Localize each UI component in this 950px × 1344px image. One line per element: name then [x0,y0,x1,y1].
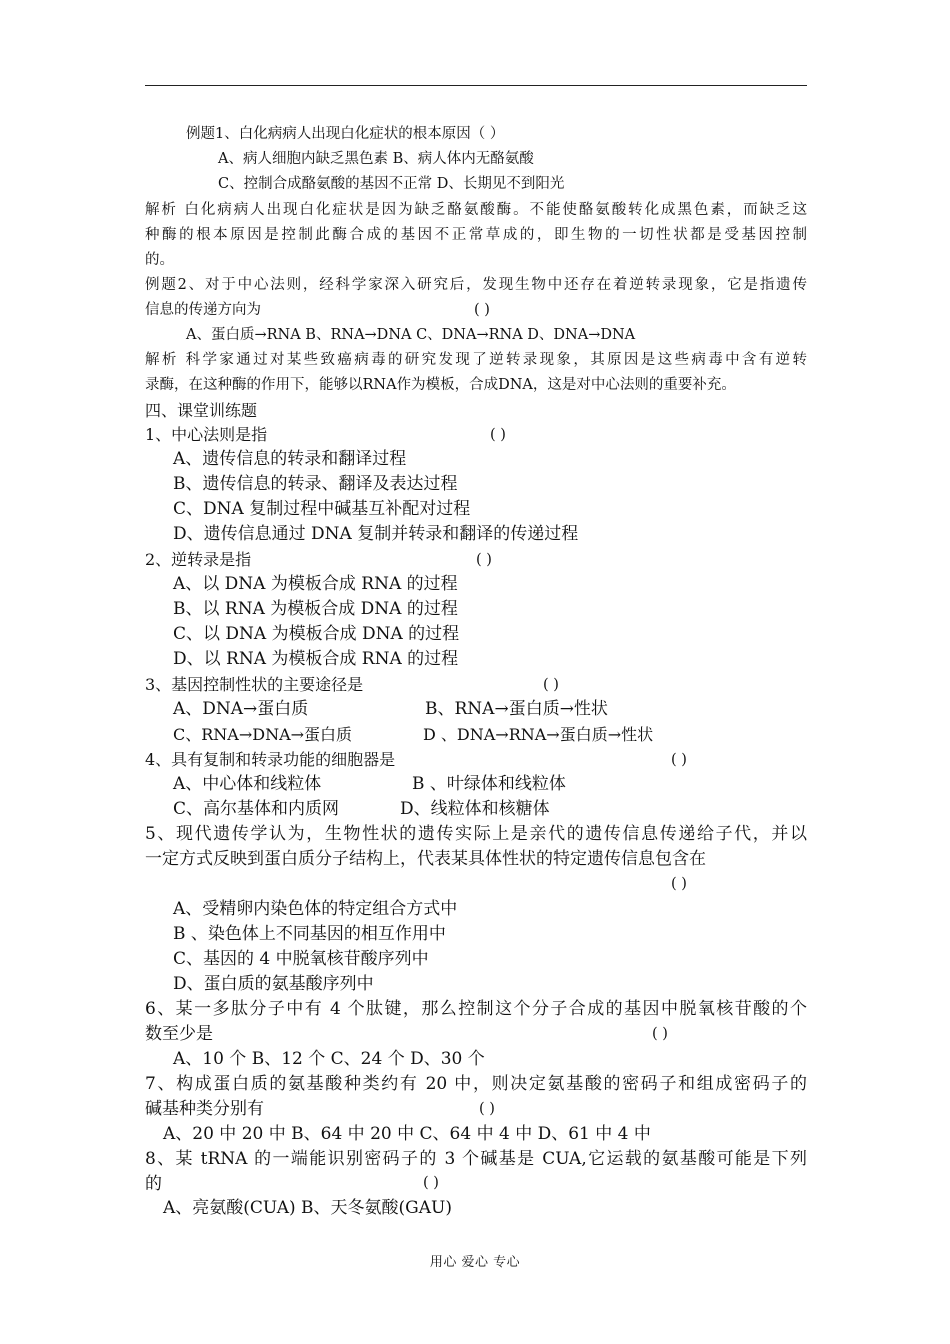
q8-stem-line1: 8、某 tRNA 的一端能识别密码子的 3 个碱基是 CUA,它运载的氨基酸可能是下列 [145,1149,807,1169]
q2-bracket: ( ) [476,552,492,568]
q7-stem-line2: 碱基种类分别有 [145,1099,264,1119]
q8-bracket: ( ) [423,1175,439,1191]
q1-stem: 1、中心法则是指 [145,425,268,444]
q5-option-c: C、基因的 4 中脱氧核苷酸序列中 [173,949,429,969]
example1-options-line2: C、控制合成酪氨酸的基因不正常 D、长期见不到阳光 [218,176,565,192]
q1-option-b: B、遗传信息的转录、翻译及表达过程 [173,474,458,494]
q8-stem-line2: 的 [145,1174,162,1194]
example2-analysis-line1: 解析 科学家通过对某些致癌病毒的研究发现了逆转录现象，其原因是这些病毒中含有逆转 [145,352,807,368]
q3-bracket: ( ) [543,677,559,693]
q4-option-a: A、中心体和线粒体 [173,774,322,794]
q3-option-b: B、RNA→蛋白质→性状 [425,699,608,719]
q2-stem: 2、逆转录是指 [145,550,252,569]
q7-bracket: ( ) [479,1101,495,1117]
q3-option-d: D 、DNA→RNA→蛋白质→性状 [423,725,654,744]
example1-options-line1: A、病人细胞内缺乏黑色素 B、病人体内无酪氨酸 [218,151,534,167]
q2-option-c: C、以 DNA 为模板合成 DNA 的过程 [173,624,460,644]
q8-options: A、亮氨酸(CUA) B、天冬氨酸(GAU) [163,1198,452,1218]
example2-question-line2: 信息的传递方向为 [145,302,261,318]
q3-option-a: A、DNA→蛋白质 [173,699,309,719]
header-rule [145,85,807,86]
q1-option-c: C、DNA 复制过程中碱基互补配对过程 [173,499,471,519]
q6-bracket: ( ) [652,1026,668,1042]
section-title: 四、课堂训练题 [145,401,258,420]
q1-option-d: D、遗传信息通过 DNA 复制并转录和翻译的传递过程 [173,524,579,544]
example2-options: A、蛋白质→RNA B、RNA→DNA C、DNA→RNA D、DNA→DNA [186,327,636,343]
example1-analysis-line3: 的。 [145,252,174,268]
example1-analysis-line1: 解析 白化病病人出现白化症状是因为缺乏酪氨酸酶。不能使酪氨酸转化成黑色素，而缺乏这 [145,202,807,218]
page-footer: 用心 爱心 专心 [429,1255,521,1270]
q7-stem-line1: 7、构成蛋白质的氨基酸种类约有 20 中，则决定氨基酸的密码子和组成密码子的 [145,1074,807,1094]
example2-question-line1: 例题2、对于中心法则，经科学家深入研究后，发现生物中还存在着逆转录现象，它是指遗传 [145,277,807,293]
example2-analysis-line2: 录酶，在这种酶的作用下，能够以RNA作为模板，合成DNA，这是对中心法则的重要补充。 [145,377,736,393]
q5-option-b: B 、染色体上不同基因的相互作用中 [173,924,446,944]
q4-option-d: D、线粒体和核糖体 [400,799,550,819]
example1-analysis-line2: 种酶的根本原因是控制此酶合成的基因不正常草成的，即生物的一切性状都是受基因控制 [145,227,807,243]
q4-option-c: C、高尔基体和内质网 [173,799,340,819]
q2-option-b: B、以 RNA 为模板合成 DNA 的过程 [173,599,458,619]
q6-stem-line1: 6、某一多肽分子中有 4 个肽键，那么控制这个分子合成的基因中脱氧核苷酸的个 [145,999,807,1019]
q4-bracket: ( ) [671,752,687,768]
q1-option-a: A、遗传信息的转录和翻译过程 [173,449,407,469]
example2-bracket: ( ) [474,302,490,318]
q7-options: A、20 中 20 中 B、64 中 20 中 C、64 中 4 中 D、61 中 4 中 [163,1124,651,1144]
q5-stem-line1: 5、现代遗传学认为，生物性状的遗传实际上是亲代的遗传信息传递给子代，并以 [145,824,807,844]
q4-option-b: B 、叶绿体和线粒体 [412,774,566,794]
q6-stem-line2: 数至少是 [145,1024,213,1044]
q5-stem-line2: 一定方式反映到蛋白质分子结构上，代表某具体性状的特定遗传信息包含在 [145,849,706,869]
q3-stem: 3、基因控制性状的主要途径是 [145,675,364,694]
q2-option-a: A、以 DNA 为模板合成 RNA 的过程 [173,574,458,594]
example1-question: 例题1、白化病病人出现白化症状的根本原因（ ） [186,126,505,142]
q1-bracket: ( ) [490,427,506,443]
q4-stem: 4、具有复制和转录功能的细胞器是 [145,750,396,769]
q3-option-c: C、RNA→DNA→蛋白质 [173,725,353,744]
q6-options: A、10 个 B、12 个 C、24 个 D、30 个 [173,1049,485,1069]
q2-option-d: D、以 RNA 为模板合成 RNA 的过程 [173,649,459,669]
q5-option-d: D、蛋白质的氨基酸序列中 [173,974,374,994]
q5-bracket: ( ) [671,876,687,892]
q5-option-a: A、受精卵内染色体的特定组合方式中 [173,899,458,919]
